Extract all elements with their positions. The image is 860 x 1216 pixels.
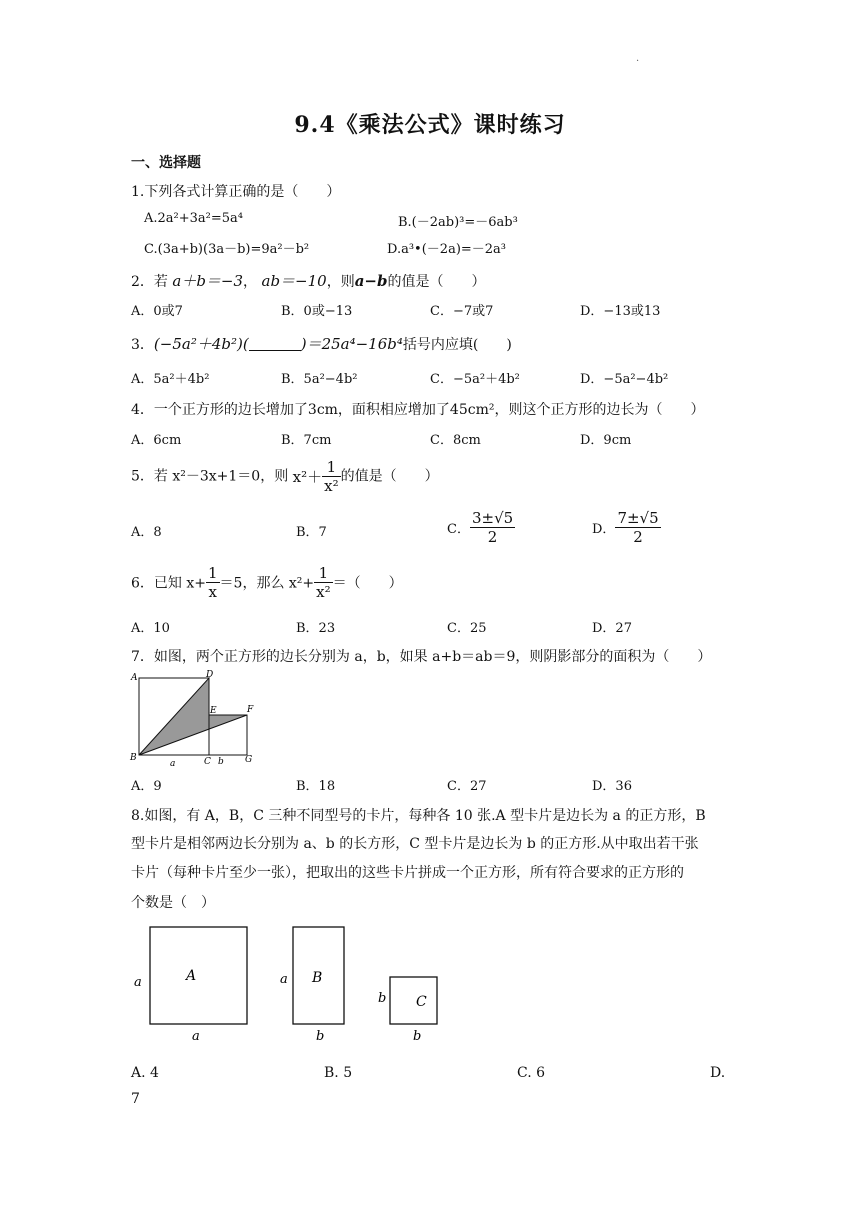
q8-card-a-bottom: a — [192, 1029, 200, 1044]
q5-option-d-frac — [615, 509, 660, 546]
q8-option-d-value: 7 — [131, 1091, 140, 1107]
q6-stem — [131, 564, 403, 601]
q8-option-d: D. — [710, 1065, 726, 1081]
q8-card-c — [390, 977, 437, 1024]
q6-prefix: 6．已知 x+ — [131, 575, 206, 592]
q6-frac2-den: x² — [316, 583, 331, 601]
q1-option-c: C.(3a+b)(3a－b)=9a²－b² — [144, 242, 310, 257]
q1-option-a: A.2a²+3a²=5a⁴ — [144, 211, 244, 226]
q8-card-a — [150, 927, 247, 1024]
q5-option-d-den: 2 — [633, 528, 643, 546]
q3-prefix: 3． — [131, 337, 154, 353]
q8-cards-figure — [128, 920, 448, 1050]
q8-card-c-bottom: b — [413, 1029, 422, 1044]
q1-option-b: B.(－2ab)³=－6ab³ — [398, 215, 518, 230]
q8-card-b-side: a — [280, 972, 288, 987]
q2-option-c: C．−7或7 — [430, 304, 494, 319]
q2-prefix: 2．若 — [131, 274, 168, 290]
q8-option-b: B. 5 — [324, 1065, 353, 1081]
q2-mid: ，则 — [326, 274, 355, 290]
q4-option-b: B．7cm — [281, 433, 332, 448]
q8-card-b-bottom: b — [316, 1029, 325, 1044]
q6-option-c: C．25 — [447, 621, 487, 636]
q7-label-c: C — [204, 757, 211, 767]
q3-option-b: B．5a²−4b² — [281, 372, 358, 387]
q4-option-a: A．6cm — [131, 433, 182, 448]
q8-card-c-name: C — [416, 994, 427, 1010]
q5-option-d-num: 7±√5 — [617, 509, 659, 527]
q5-suffix: 的值是（ ） — [340, 468, 439, 485]
q8-option-c: C. 6 — [517, 1065, 546, 1081]
q8-line-3: 卡片（每种卡片至少一张），把取出的这些卡片拼成一个正方形，所有符合要求的正方形的 — [131, 865, 684, 881]
q3-left: (−5a²＋4b²)( — [153, 335, 249, 353]
q3-stem — [131, 333, 512, 354]
q5-prefix: 5．若 x²－3x+1＝0，则 — [131, 468, 289, 485]
q5-option-c-frac — [470, 509, 515, 546]
q7-figure — [128, 670, 258, 770]
q2-option-b: B．0或−13 — [281, 304, 353, 319]
q3-blank — [249, 336, 301, 351]
q5-option-d-label: D． — [592, 522, 616, 537]
q4-option-c: C．8cm — [430, 433, 481, 448]
q8-card-a-name: A — [186, 968, 197, 984]
q5-frac-den: x² — [324, 477, 339, 495]
q1-option-d: D.a³•(－2a)=－2a³ — [387, 242, 507, 257]
section-heading: 一、选择题 — [131, 155, 201, 171]
q3-suffix: 括号内应填( ) — [402, 337, 512, 353]
q6-option-d: D．27 — [592, 621, 632, 636]
q1-stem: 1.下列各式计算正确的是（ ） — [131, 184, 341, 200]
q5-option-c — [447, 509, 515, 546]
q6-suffix: ＝（ ） — [332, 575, 403, 592]
q7-label-e: E — [210, 706, 217, 716]
q5-frac-num: 1 — [322, 458, 340, 477]
q7-label-side-b: b — [218, 757, 224, 767]
q6-mid: ＝5，那么 x²+ — [219, 575, 315, 592]
q5-option-a: A．8 — [131, 525, 162, 540]
q6-frac1-num: 1 — [207, 564, 218, 582]
q8-line-4: 个数是（ ） — [131, 895, 215, 911]
q5-expr-lead: x²＋ — [292, 468, 323, 486]
q2-cond2: ab＝−10 — [261, 272, 327, 290]
q2-expr: a−b — [354, 272, 388, 290]
q7-label-b: B — [130, 753, 137, 763]
q8-card-a-side: a — [134, 975, 142, 990]
q6-option-a: A．10 — [131, 621, 170, 636]
q7-stem: 7．如图，两个正方形的边长分别为 a，b，如果 a+b＝ab＝9，则阴影部分的面积为（ ） — [131, 649, 712, 665]
q4-option-d: D．9cm — [580, 433, 632, 448]
q7-option-b: B．18 — [296, 779, 336, 794]
q4-stem: 4．一个正方形的边长增加了3cm，面积相应增加了45cm²，则这个正方形的边长为（ ） — [131, 402, 705, 418]
q7-label-a: A — [131, 673, 138, 683]
q2-stem: 2．若 a＋b＝−3， ab＝−10，则a−b的值是（ ） — [131, 272, 486, 290]
q8-card-c-side: b — [378, 991, 387, 1006]
header-dot: · — [636, 56, 640, 67]
q6-option-b: B．23 — [296, 621, 336, 636]
q6-frac2 — [314, 564, 332, 601]
q6-frac2-num: 1 — [314, 564, 332, 583]
q5-option-c-num: 3±√5 — [471, 509, 514, 527]
q5-stem — [131, 458, 439, 495]
q2-suffix: 的值是（ ） — [387, 274, 486, 290]
q3-option-a: A．5a²＋4b² — [131, 372, 210, 387]
q7-label-f: F — [247, 705, 254, 715]
q8-option-a: A. 4 — [131, 1065, 159, 1081]
q7-option-c: C．27 — [447, 779, 487, 794]
q5-fraction — [322, 458, 340, 495]
q3-right: )＝25a⁴−16b⁴ — [300, 335, 403, 353]
page-title: 9.4《乘法公式》课时练习 — [294, 112, 566, 138]
q7-option-d: D．36 — [592, 779, 632, 794]
q5-option-d — [592, 509, 661, 546]
q8-line-2: 型卡片是相邻两边长分别为 a、b 的长方形，C 型卡片是边长为 b 的正方形.从中取出若干张 — [131, 836, 699, 852]
q2-option-a: A．0或7 — [131, 304, 183, 319]
q5-expr — [293, 467, 322, 486]
q7-label-d: D — [206, 670, 214, 680]
q2-option-d: D．−13或13 — [580, 304, 661, 319]
q8-line-1: 8.如图，有 A，B，C 三种不同型号的卡片，每种各 10 张.A 型卡片是边长为 a 的正方形，B — [131, 808, 706, 824]
q5-option-c-den: 2 — [487, 528, 498, 546]
q5-option-b: B．7 — [296, 525, 327, 540]
q8-card-b-name: B — [312, 970, 323, 986]
q7-label-side-a: a — [170, 759, 176, 769]
q2-cond1: a＋b＝−3 — [172, 272, 244, 290]
q7-label-g: G — [245, 755, 253, 765]
q6-frac1 — [206, 564, 220, 601]
q6-frac1-den: x — [208, 583, 217, 601]
q7-option-a: A．9 — [131, 779, 162, 794]
q3-option-c: C．−5a²＋4b² — [430, 372, 520, 387]
q5-option-c-label: C． — [447, 522, 470, 537]
q7-shaded-region — [139, 678, 247, 755]
q3-option-d: D．−5a²−4b² — [580, 372, 669, 387]
